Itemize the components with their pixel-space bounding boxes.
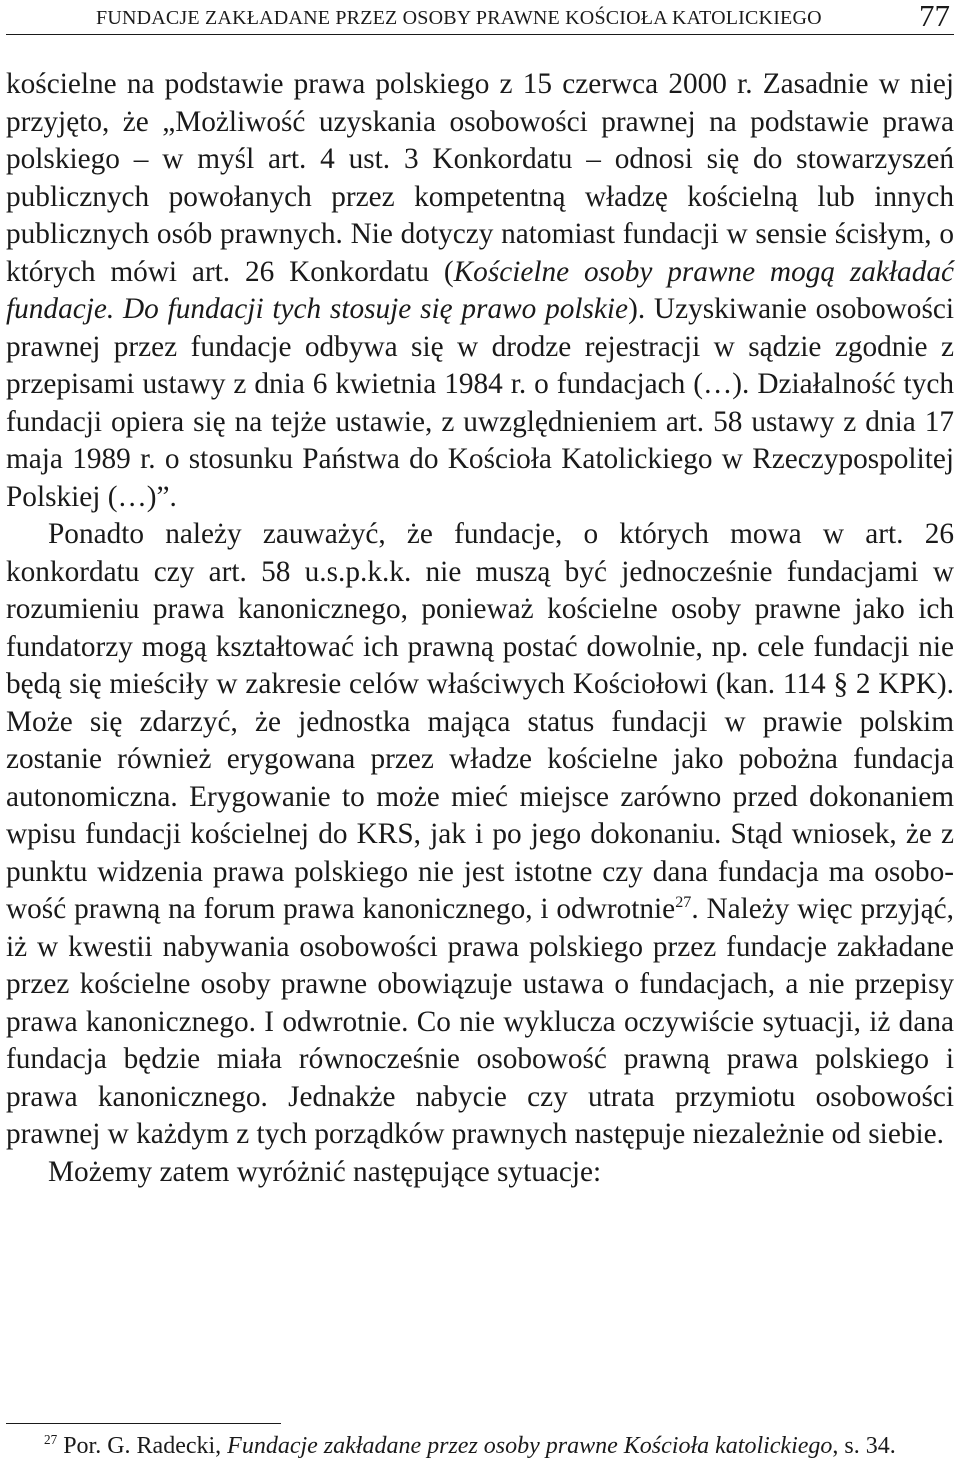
paragraph <box>6 1154 954 1192</box>
italic-quote: Kościelne osoby prawne mogą zakładać fundacje. Do fundacji tych stosuje się prawo polskie <box>6 255 954 325</box>
footnote-reference[interactable]: 27 <box>675 894 692 912</box>
footnote-text: , s. 34. <box>832 1433 896 1459</box>
paragraph <box>6 66 954 516</box>
text-segment: . Należy więc przyjąć, iż w kwestii nabywania osobowości prawa polskiego przez fundacje zakładane przez kościelne osoby prawne obowiązuje ustawa o fundacjach, a nie przepisy prawa kanonicznego. I odwrotnie. Co nie wyklucza oczywiście sytuacji, iż dana fundacja będzie miała równocześnie osobowość prawną prawa polskiego i prawa kanonicznego. Jednakże nabycie czy utrata przymiotu osobowości prawnej w każdym z tych porządków prawnych następuje niezależnie od siebie. <box>6 893 954 1150</box>
paragraph <box>6 516 954 1154</box>
footnote-number: 27 <box>44 1432 58 1447</box>
text-segment: ). Uzyskiwanie osobowości prawnej przez fundacje odbywa się w drodze rejestracji w sądzie zgodnie z przepisami ustawy z dnia 6 kwietnia 1984 r. o fundacjach (…). Działalność tych fundacji opiera się na tejże ustawie, z uwzględnieniem art. 58 ustawy z dnia 17 maja 1989 r. o stosunku Państwa do Kościoła Katolickiego w Rzeczypospolitej Polskiej (…)”. <box>6 293 954 513</box>
running-title: FUNDACJE ZAKŁADANE PRZEZ OSOBY PRAWNE KOŚCIOŁA KATOLICKIEGO <box>96 7 822 29</box>
footnote-text: Por. G. Radecki, <box>57 1433 228 1459</box>
text-segment: kościelne na podstawie prawa polskiego z 15 czerwca 2000 r. Zasadnie w niej przyjęto, że „Możliwość uzyskania osobowości prawnej na podstawie prawa polskiego – w myśl art. 4 ust. 3 Konkordatu – odnosi się do stowarzyszeń publicznych powołanych przez kompetentną władzę kościelną lub innych publicznych osób prawnych. Nie dotyczy natomiast fundacji w sensie ścisłym, o których mówi art. 26 Konkordatu ( <box>6 68 954 288</box>
footnote <box>44 1431 954 1461</box>
text-segment: Ponadto należy zauważyć, że fundacje, o których mowa w art. 26 konkordatu czy art. 58 u.s.p.k.k. nie muszą być jednocześnie fundacjami w rozumieniu prawa kanonicznego, ponieważ kościelne osoby prawne jako ich fundatorzy mogą kształtować ich prawną postać dowolnie, np. cele fundacji nie będą się mieściły w zakresie celów właściwych Kościołowi (kan. 114 § 2 KPK). Może się zdarzyć, że jednostka mająca status fundacji w prawie polskim zostanie również erygowana przez władze kościelne jako pobożna fundacja autonomiczna. Erygowanie to może mieć miejsce zarówno przed dokonaniem wpisu fundacji kościelnej do KRS, jak i po jego dokonaniu. Stąd wniosek, że z punktu widzenia prawa polskiego nie jest istotne czy dana fundacja ma osobowość prawną na forum prawa kanonicznego, i odwrotnie <box>6 518 954 925</box>
running-header <box>6 0 954 35</box>
page-number: 77 <box>919 0 950 33</box>
footnote-title: Fundacje zakładane przez osoby prawne Kościoła katolickiego <box>227 1433 833 1459</box>
text-segment: Możemy zatem wyróżnić następujące sytuacje: <box>48 1155 602 1188</box>
footnote-rule <box>6 1423 281 1424</box>
body-text <box>6 66 954 1191</box>
